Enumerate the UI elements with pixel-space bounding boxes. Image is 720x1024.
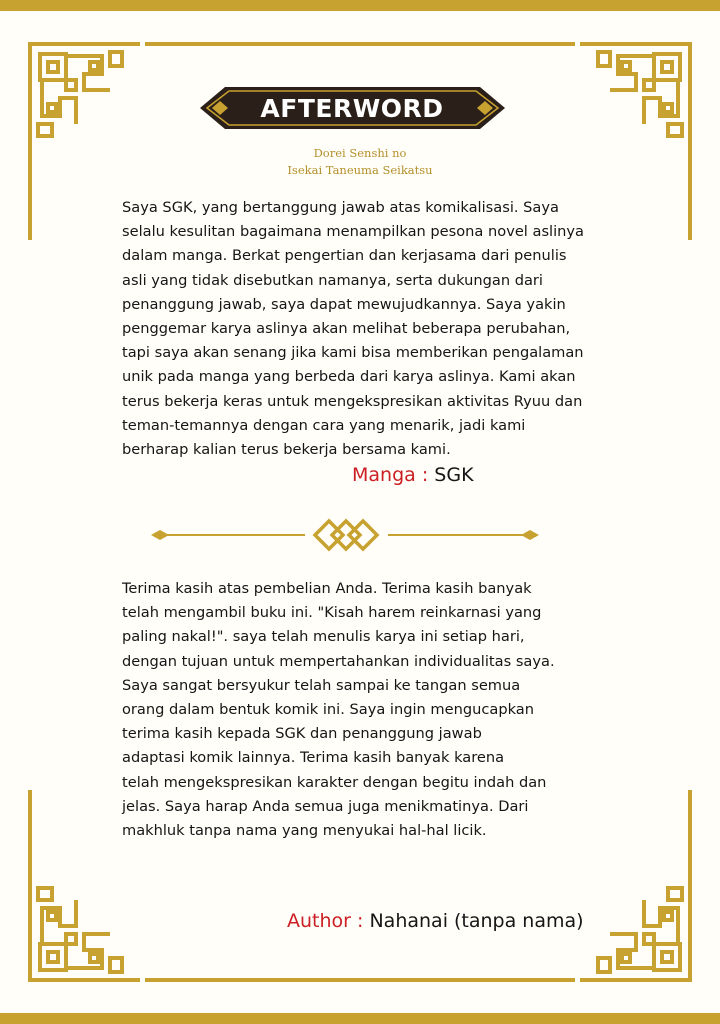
text-line: dalam manga. Berkat pengertian dan kerjasama dari penulis [122,247,567,265]
text-line: penggemar karya aslinya akan melihat beberapa perubahan, [122,320,571,338]
author-credit [287,910,584,932]
corner-frame-ornament-top-right [580,44,690,154]
text-line: paling nakal!". saya telah menulis karya ini setiap hari, [122,628,525,646]
text-line: makhluk tanpa nama yang menyukai hal-hal licik. [122,822,487,840]
text-line: jelas. Saya harap Anda semua juga menikmatinya. Dari [122,797,529,815]
text-line: Saya sangat bersyukur telah sampai ke tangan semua [122,676,521,694]
subtitle-line-2: Isekai Taneuma Seikatsu [287,163,433,177]
author-afterword-text [122,577,555,843]
text-line: adaptasi komik lainnya. Terima kasih banyak karena [122,749,505,767]
text-line: asli yang tidak disebutkan namanya, serta dukungan dari [122,271,543,289]
author-credit-name: Nahanai (tanpa nama) [369,910,584,932]
text-line: berharap kalian terus bekerja bersama kami. [122,441,451,459]
text-line: unik pada manga yang berbeda dari karya aslinya. Kami akan [122,368,576,386]
text-line: selalu kesulitan bagaimana menampilkan pesona novel aslinya [122,223,584,241]
text-line: Terima kasih atas pembelian Anda. Terima kasih banyak [122,580,532,597]
subtitle-line-1: Dorei Senshi no [313,146,407,160]
text-line: telah mengekspresikan karakter dengan begitu indah dan [122,773,547,791]
text-line: terima kasih kepada SGK dan penanggung jawab [122,725,482,743]
diamond-divider-ornament [151,521,539,549]
text-line: terus bekerja keras untuk mengekspresikan aktivitas Ryuu dan [122,392,583,410]
text-line: dengan tujuan untuk mempertahankan individualitas saya. [122,652,555,670]
manga-credit-label: Manga : [352,464,429,486]
text-line: Saya SGK, yang bertanggung jawab atas komikalisasi. Saya [122,199,559,216]
text-line: tapi saya akan senang jika kami bisa memberikan pengalaman [122,344,584,362]
text-line: penanggung jawab, saya dapat mewujudkannya. Saya yakin [122,295,566,313]
author-credit-label: Author : [287,910,364,932]
text-line: orang dalam bentuk komik ini. Saya ingin mengucapkan [122,701,535,719]
manga-credit-name: SGK [434,464,474,486]
manga-afterword-text [122,196,584,462]
page-title: AFTERWORD [260,93,444,123]
corner-frame-ornament-bottom-right [580,870,690,980]
corner-frame-ornament-bottom-left [30,870,140,980]
text-line: teman-temannya dengan cara yang menarik, jadi kami [122,416,526,434]
corner-frame-ornament-top-left [30,44,140,154]
text-line: telah mengambil buku ini. "Kisah harem reinkarnasi yang [122,604,542,622]
manga-credit [352,464,474,486]
series-subtitle [210,145,510,179]
